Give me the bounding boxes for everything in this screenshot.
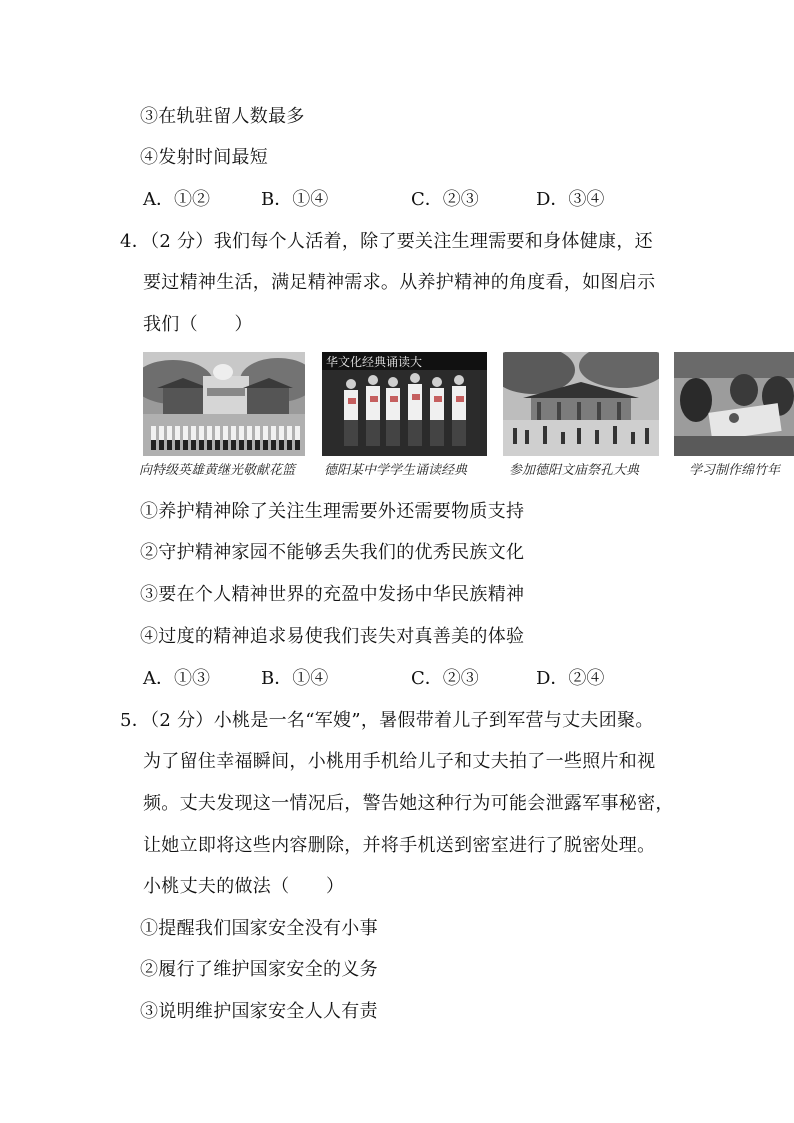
- q3-option-c[interactable]: C．②③: [411, 189, 479, 210]
- q5-stem-line-4: 让她立即将这些内容删除，并将手机送到密室进行了脱密处理。: [143, 835, 656, 856]
- q3-option-b[interactable]: B．①④: [261, 189, 329, 210]
- q3-option-a[interactable]: A．①②: [143, 189, 210, 210]
- photo-caption-1: 向特级英雄黄继光敬献花篮: [139, 463, 296, 478]
- q3-options: [143, 188, 604, 212]
- q3-option-d[interactable]: D．③④: [536, 189, 605, 210]
- q4-stem-line-2: 要过精神生活，满足精神需求。从养护精神的角度看，如图启示: [143, 272, 656, 293]
- temple-ceremony-photo: [503, 352, 659, 456]
- q4-option-d[interactable]: D．②④: [536, 668, 605, 689]
- q5-stem-line-1: 5．（2 分）小桃是一名“军嫂”，暑假带着儿子到军营与丈夫团聚。: [120, 710, 654, 731]
- q5-stem-line-5: 小桃丈夫的做法（ ）: [143, 876, 345, 897]
- q4-item-4: ④过度的精神追求易使我们丧失对真善美的体验: [140, 626, 525, 647]
- q4-option-a[interactable]: A．①③: [143, 668, 210, 689]
- q5-item-2: ②履行了维护国家安全的义务: [140, 959, 378, 980]
- photo-caption-2: 德阳某中学学生诵读经典: [324, 463, 468, 478]
- q4-photo-strip: [139, 352, 794, 482]
- q4-option-b[interactable]: B．①④: [261, 668, 329, 689]
- q3-item-3: ③在轨驻留人数最多: [140, 106, 305, 127]
- q4-item-1: ①养护精神除了关注生理需要外还需要物质支持: [140, 501, 525, 522]
- q4-options: [143, 667, 604, 691]
- q4-option-c[interactable]: C．②③: [411, 668, 479, 689]
- recitation-banner: 华文化经典诵读大: [326, 355, 423, 369]
- recitation-photo: [322, 352, 487, 456]
- q5-item-3: ③说明维护国家安全人人有责: [140, 1001, 378, 1022]
- q5-stem-line-2: 为了留住幸福瞬间，小桃用手机给儿子和丈夫拍了一些照片和视: [143, 751, 656, 772]
- q5-item-1: ①提醒我们国家安全没有小事: [140, 918, 378, 939]
- new-year-painting-class-photo: [674, 352, 794, 456]
- q4-item-2: ②守护精神家园不能够丢失我们的优秀民族文化: [140, 542, 525, 563]
- q3-item-4: ④发射时间最短: [140, 147, 269, 168]
- q5-stem-line-3: 频。丈夫发现这一情况后，警告她这种行为可能会泄露军事秘密，: [143, 793, 674, 814]
- q4-stem-line-3: 我们（ ）: [143, 314, 253, 335]
- q4-item-3: ③要在个人精神世界的充盈中发扬中华民族精神: [140, 584, 525, 605]
- q4-stem-line-1: 4．（2 分）我们每个人活着，除了要关注生理需要和身体健康，还: [120, 231, 653, 252]
- memorial-hall-photo: [143, 352, 305, 456]
- photo-caption-4: 学习制作绵竹年: [689, 463, 781, 478]
- photo-caption-3: 参加德阳文庙祭孔大典: [509, 463, 640, 478]
